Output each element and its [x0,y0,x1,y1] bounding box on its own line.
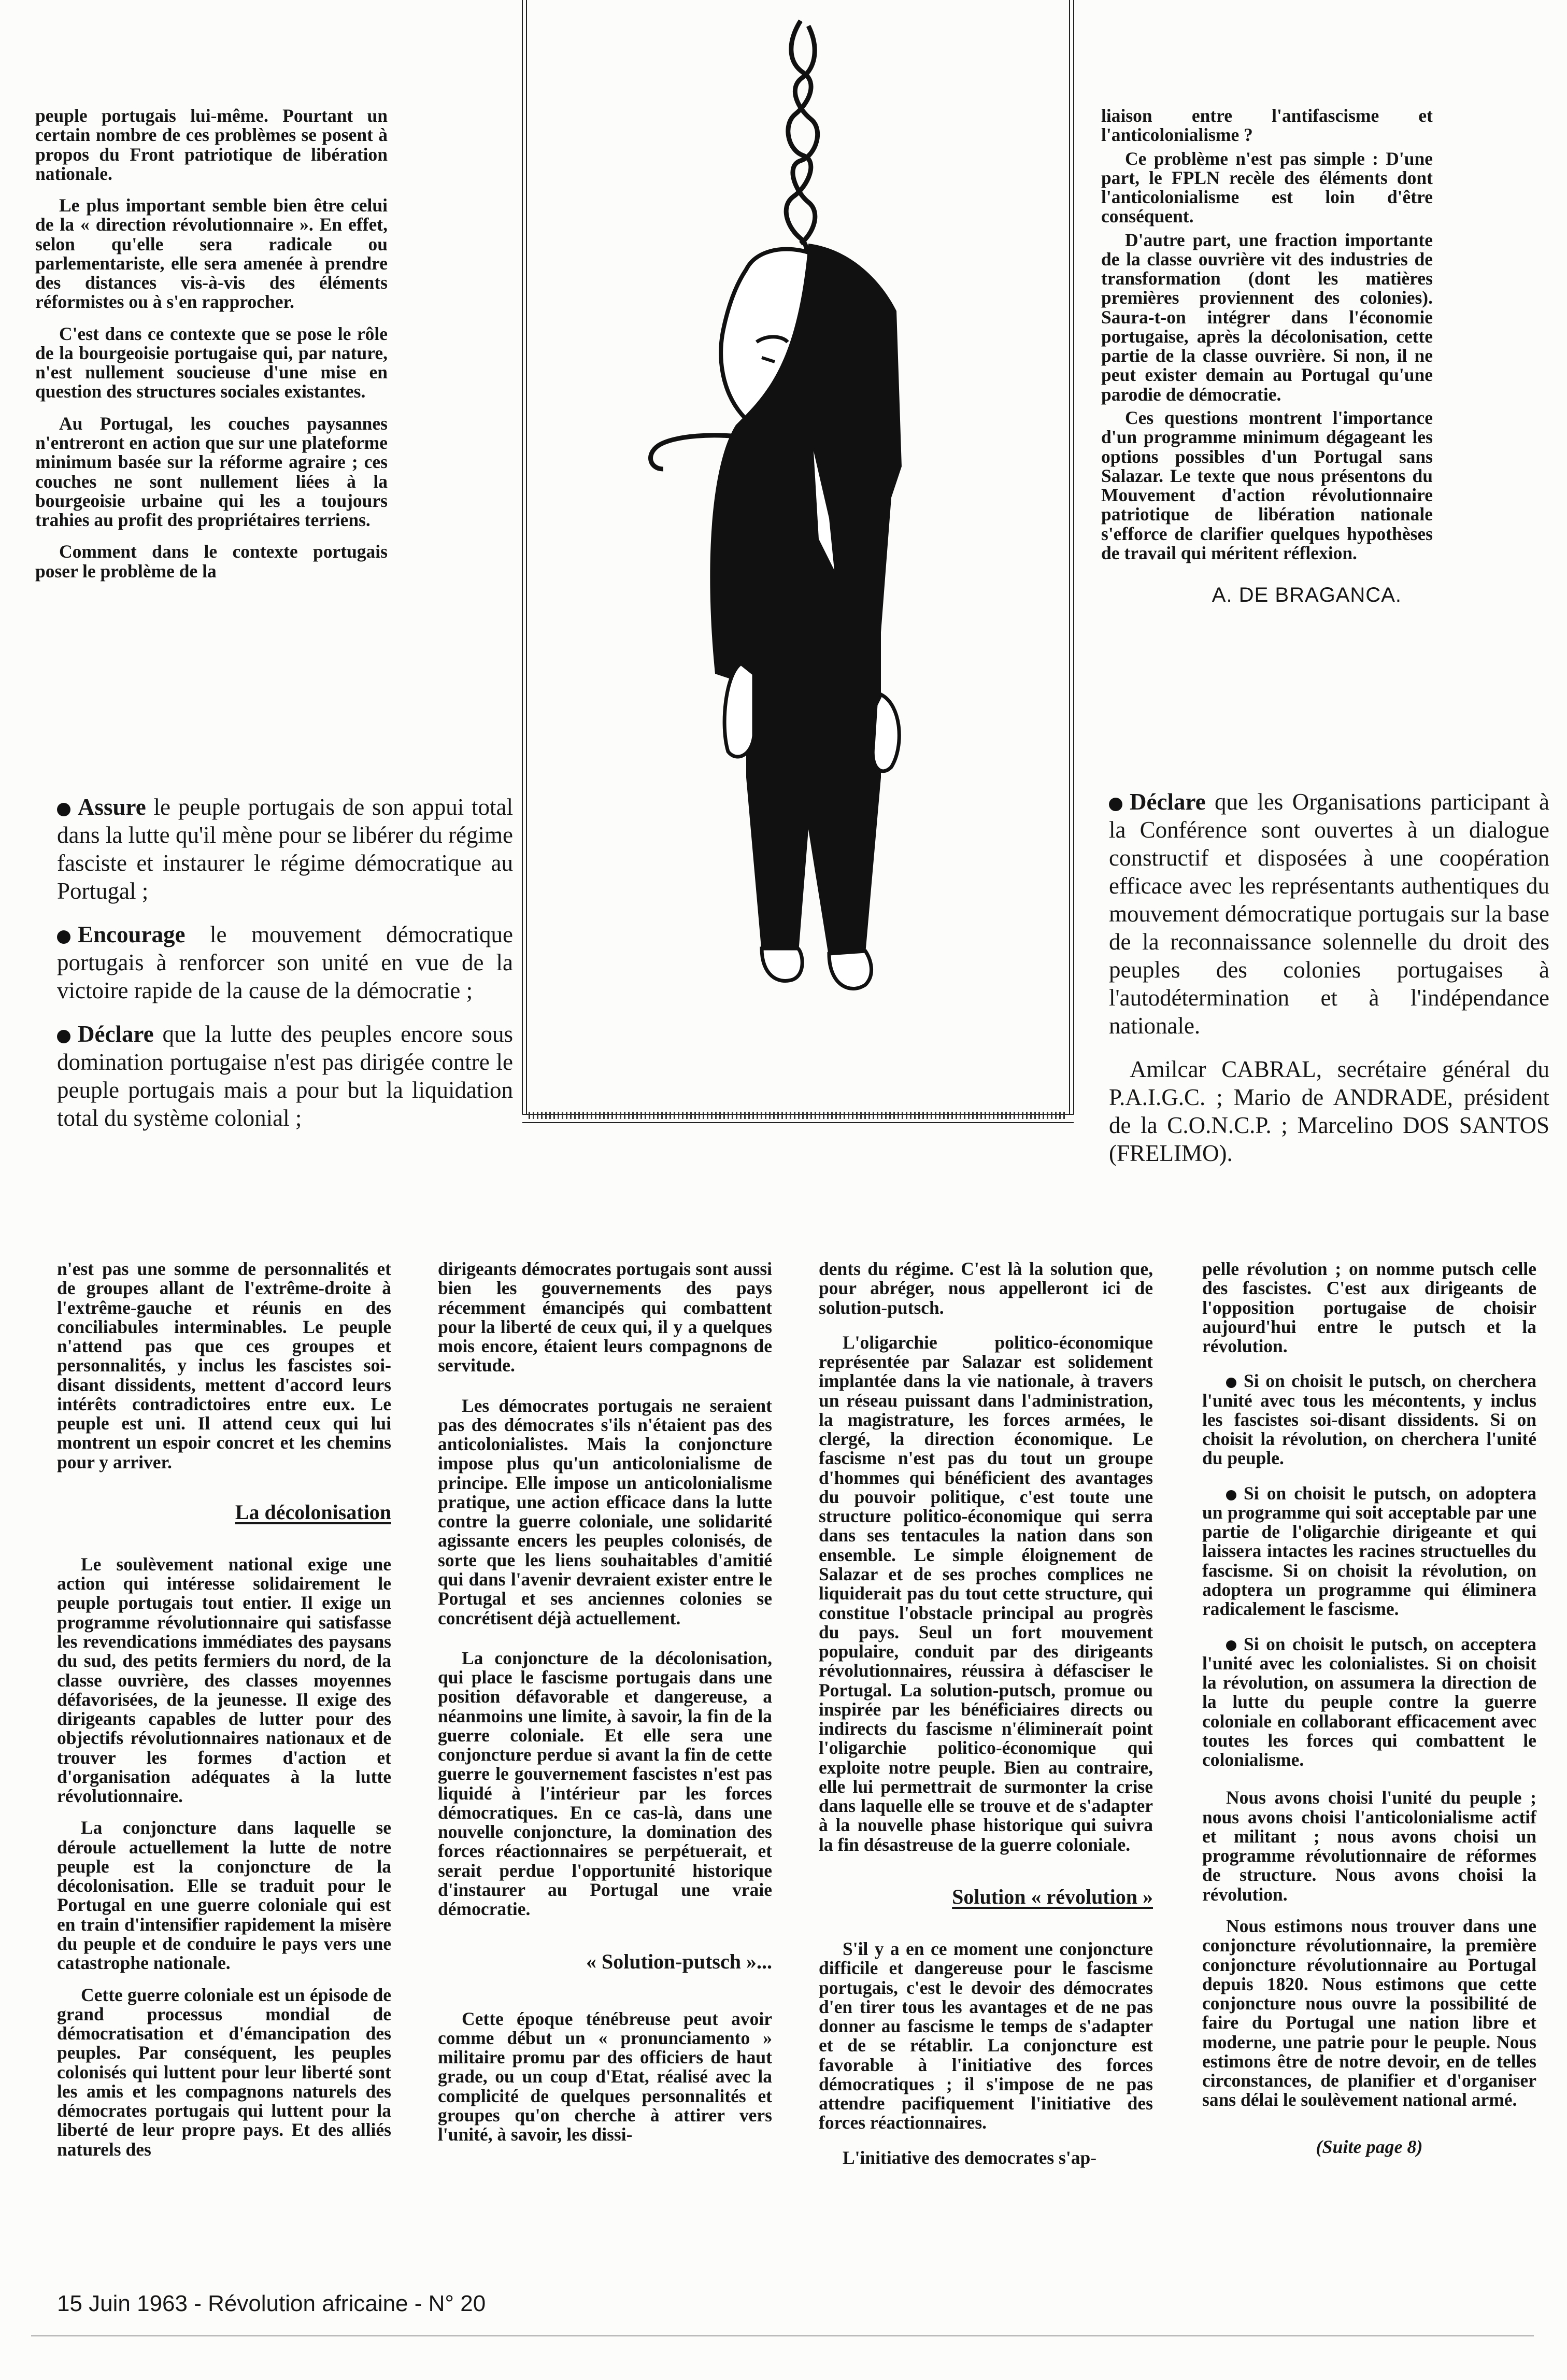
intro-paragraph: D'autre part, une fraction importante de la classe ouvrière vit des industries de transformation (dont les matières premières proviennent des colonies). Saura-t-on intégrer dans l'économie portugaise, après la décolonisation, cette partie de la classe ouvrière. Si non, il ne peut exister demain au Portugal qu'une parodie de démocratie. [1101,229,1433,405]
body-paragraph: S'il y a en ce moment une conjoncture difficile et dangereuse pour le fascisme portugais, c'est le devoir des démocrates d'en tirer tous les avantages et de ne pas donner au fascisme le temps de s'adapter et de se rétablir. La conjoncture est favorable à l'initiative des forces démocratiques ; il s'impose de ne pas attendre pacifiquement l'initiative des forces réactionnaires. [819,1938,1153,2133]
section-heading: « Solution-putsch »... [586,1949,772,1973]
body-paragraph: La conjoncture dans laquelle se déroule actuellement la lutte de notre peuple est la conjoncture de la décolonisation. Elle se traduit pour le Portugal en une guerre coloniale qui est en train d'intensifier rapidement la misère du peuple et de conduire le pays vers une catastrophe nationale. [57,1817,391,1974]
body-paragraph: L'initiative des democrates s'ap- [843,2147,1097,2168]
intro-paragraph: liaison entre l'antifascisme et l'anticolonialisme ? [1101,105,1433,146]
intro-paragraph: Comment dans le contexte portugais poser le problème de la [35,541,388,582]
intro-paragraph: peuple portugais lui-même. Pourtant un certain nombre de ces problèmes se posent à propos du Front patriotique de libération nationale. [35,105,388,184]
body-paragraph: La conjoncture de la décolonisation, qui place le fascisme portugais dans une position défavorable et dangereuse, a néanmoins une limite, à savoir, la fin de la guerre coloniale. Et elle sera une conjoncture perdue si avant la fin de cette guerre le gouvernement fascistes n'est pas liquidé à l'intérieur par les forces démocratiques. En ce cas-là, dans une nouvelle conjoncture, la domination des forces réactionnaires se perpétuerait, et serait perdue l'opportunité historique d'instaurer au Portugal une vraie démocratie. [438,1647,772,1920]
continued-note: (Suite page 8) [1316,2136,1423,2157]
bullet-icon [1109,798,1122,811]
signatories: Amilcar CABRAL, secrétaire général du P.A.I.G.C. ; Mario de ANDRADE, président de la C.O.N.C.P. ; Marcelino DOS SANTOS (FRELIMO). [1109,1056,1549,1166]
body-paragraph: dirigeants démocrates portugais sont aussi bien les gouvernements des pays récemment émancipés qui combattent pour la liberté de ceux qui, il y a quelques mois encore, étaient leurs compagnons de servitude. [438,1258,772,1376]
intro-right-column [1101,106,1433,607]
resolution-item: Encourage le mouvement démocratique portugais à renforcer son unité en vue de la victoire rapide de la cause de la démocratie ; [57,922,513,1003]
page-footer: 15 Juin 1963 - Révolution africaine - N° 20 [57,2291,486,2316]
body-paragraph: Les démocrates portugais ne seraient pas des démocrates s'ils n'étaient pas des anticolonialistes. Mais la conjoncture impose plus qu'un anticolonialisme de principe. Elle impose un anticolonialisme pratique, une action efficace dans la lutte contre la guerre coloniale, une solidarité agissante encers les peuples colonisés, de sorte que les liens souhaitables d'amitié qui dans l'avenir devraient exister entre le Portugal et ses anciennes colonies se concrétisent déjà actuellement. [438,1395,772,1628]
intro-paragraph: Ce problème n'est pas simple : D'une part, le FPLN recèle des éléments dont l'anticolonialisme est loin d'être conséquent. [1101,148,1433,227]
body-paragraph: Si on choisit le putsch, on acceptera l'unité avec les colonialistes. Si on choisit la révolution, on assumera la direction de la lutte du peuple contre la guerre coloniale en collaborant efficacement avec toutes les forces qui combattent le colonialisme. [1202,1633,1536,1770]
bullet-icon [57,1030,70,1043]
body-paragraph: Cette époque ténébreuse peut avoir comme début un « pronunciamento » militaire promu par des officiers de haut grade, ou un coup d'Etat, réalisé avec la complicité de quelques personnalités et groupes qu'on cherche à attirer vers l'unité, à savoir, les dissi- [438,2008,772,2145]
column-4 [1202,1259,1536,2158]
body-paragraph: Si on choisit le putsch, on cherchera l'unité avec tous les mécontents, y inclus les fascistes soi-disant dissidents. Si on choisit la révolution, on cherchera l'unité du peuple. [1202,1370,1536,1469]
bullet-icon [57,803,70,816]
intro-paragraph: C'est dans ce contexte que se pose le rôle de la bourgeoisie portugaise qui, par nature, n'est nullement soucieuse d'une mise en question des structures sociales existantes. [35,323,388,402]
bullet-icon [1226,1490,1236,1500]
body-paragraph: dents du régime. C'est là la solution que, pour abréger, nous appelleront ici de solution-putsch. [819,1258,1153,1318]
body-paragraph: Si on choisit le putsch, on adoptera un programme qui soit acceptable par une partie de l'oligarchie dirigeante et qui laissera intactes les racines structuelles du fascisme. Si on choisit la révolution, on adoptera un programme qui éliminera radicalement le fascisme. [1202,1482,1536,1620]
resolutions-right [1109,788,1549,1167]
body-paragraph: Nous estimons nous trouver dans une conjoncture révolutionnaire, la première conjoncture révolutionnaire au Portugal depuis 1820. Nous estimons que cette conjoncture nous ouvre la possibilité de faire du Portugal une nation libre et moderne, une patrie pour le peuple. Nous estimons être de notre devoir, en de telles circonstances, de planifier et d'organiser sans délai le soulèvement national armé. [1202,1915,1536,2110]
column-1 [57,1259,391,2159]
column-2 [438,1259,772,2144]
intro-paragraph: Ces questions montrent l'importance d'un programme minimum dégageant les options possibles d'un Portugal sans Salazar. Le texte que nous présentons du Mouvement d'action révolutionnaire patriotique de libération nationale s'efforce de clarifier quelques hypothèses de travail qui méritent réflexion. [1101,407,1433,563]
intro-left-column [35,106,388,581]
body-paragraph: Nous avons choisi l'unité du peuple ; nous avons choisi l'anticolonialisme actif et militant ; nous avons choisi un programme révolutionnaire de réformes de structure. Nous avons choisi la révolution. [1202,1787,1536,1905]
cartoon-frame [518,0,1078,1130]
bullet-icon [1226,1378,1236,1388]
section-heading: Solution « révolution » [952,1885,1153,1908]
footer-rule [31,2335,1534,2336]
body-paragraph: pelle révolution ; on nomme putsch celle des fascistes. C'est aux dirigeants de l'opposition portugaise de choisir aujourd'hui entre le putsch et la révolution. [1202,1258,1536,1357]
body-paragraph: n'est pas une somme de personnalités et de groupes allant de l'extrême-droite à l'extrême-gauche et réunis en des conciliabules interminables. Le peuple n'attend pas que ces groupes et personnalités, y inclus les fascistes soi-disant dissidents, mettent d'accord leurs intérêts contradictoires entre eux. Le peuple est uni. Il attend ceux qui lui montrent un espoir concret et les chemins pour y arriver. [57,1258,391,1472]
resolution-item: Déclare que la lutte des peuples encore sous domination portugaise n'est pas dirigée contre le peuple portugais mais a pour but la liquidation total du système colonial ; [57,1021,513,1131]
column-3 [819,1259,1153,2168]
intro-paragraph: Au Portugal, les couches paysannes n'entreront en action que sur une plateforme minimum basée sur la réforme agraire ; ces couches ne sont nullement liées à la bourgeoisie urbaine qui les a toujours trahies au profit des propriétaires terriens. [35,413,388,531]
resolution-item: Déclare que les Organisations participant à la Conférence sont ouvertes à un dialogue constructif et disposées à une coopération efficace avec les représentants authentiques du mouvement démocratique portugais sur la base de la reconnaissance solennelle du droit des peuples des colonies portugaises à l'autodétermination et à l'indépendance nationale. [1109,789,1549,1039]
bullet-icon [1226,1640,1236,1651]
hanged-man-cartoon [518,0,1078,1130]
intro-paragraph: Le plus important semble bien être celui de la « direction révolutionnaire ». En effet, selon qu'elle sera radicale ou parlementariste, elle sera amenée à prendre des distances vis-à-vis des éléments réformistes ou à s'en rapprocher. [35,195,388,313]
bullet-icon [57,930,70,944]
section-heading: La décolonisation [235,1500,391,1524]
resolution-item: Assure le peuple portugais de son appui total dans la lutte qu'il mène pour se libérer du régime fasciste et instaurer le régime démocratique au Portugal ; [57,794,513,904]
resolutions-left [57,793,513,1132]
body-paragraph: L'oligarchie politico-économique représentée par Salazar est solidement implantée dans la vie nationale, à travers un réseau puissant dans l'administration, la magistrature, les forces armées, le clergé, la direction économique. Le fascisme n'est pas du tout un groupe d'hommes qui bénéficient des avantages du pouvoir politique, c'est toute une structure politico-économique qui serra dans ses tentacules la nation dans son ensemble. Le simple éloignement de Salazar et de ses proches complices ne liquiderait pas du tout cette structure, qui constitue l'obstacle principal au progrès du pays. Seul un fort mouvement populaire, conduit par des dirigeants révolutionnaires, réussira à défasciser le Portugal. La solution-putsch, promue ou inspirée par les bénéficiaires directs ou indirects du fascisme n'élimineraít point l'oligarchie politico-économique qui exploite notre peuple. Bien au contraire, elle lui permettrait de surmonter la crise dans laquelle elle se trouve et de s'adapter à la nouvelle phase historique qui suivra la fin désastreuse de la guerre coloniale. [819,1331,1153,1855]
body-paragraph: Le soulèvement national exige une action qui intéresse solidairement le peuple portugais tout entier. Il exige un programme révolutionnaire qui satisfasse les revendications immédiates des paysans du sud, des petits fermiers du nord, de la classe ouvrière, des classes moyennes défavorisées, de la jeunesse. Il exige des dirigeants capables de lutter pour des objectifs révolutionnaires nationaux et de trouver les formes d'action et d'organisation adéquates à la lutte révolutionnaire. [57,1553,391,1807]
body-paragraph: Cette guerre coloniale est un épisode de grand processus mondial de démocratisation et d'émancipation des peuples. Par conséquent, les peuples colonisés qui luttent pour leur liberté sont les amis et les compagnons naturels des démocrates portugais qui luttent pour la liberté de leur propre pays. Et des alliés naturels des [57,1984,391,2160]
author-byline: A. DE BRAGANCA. [1212,584,1402,607]
